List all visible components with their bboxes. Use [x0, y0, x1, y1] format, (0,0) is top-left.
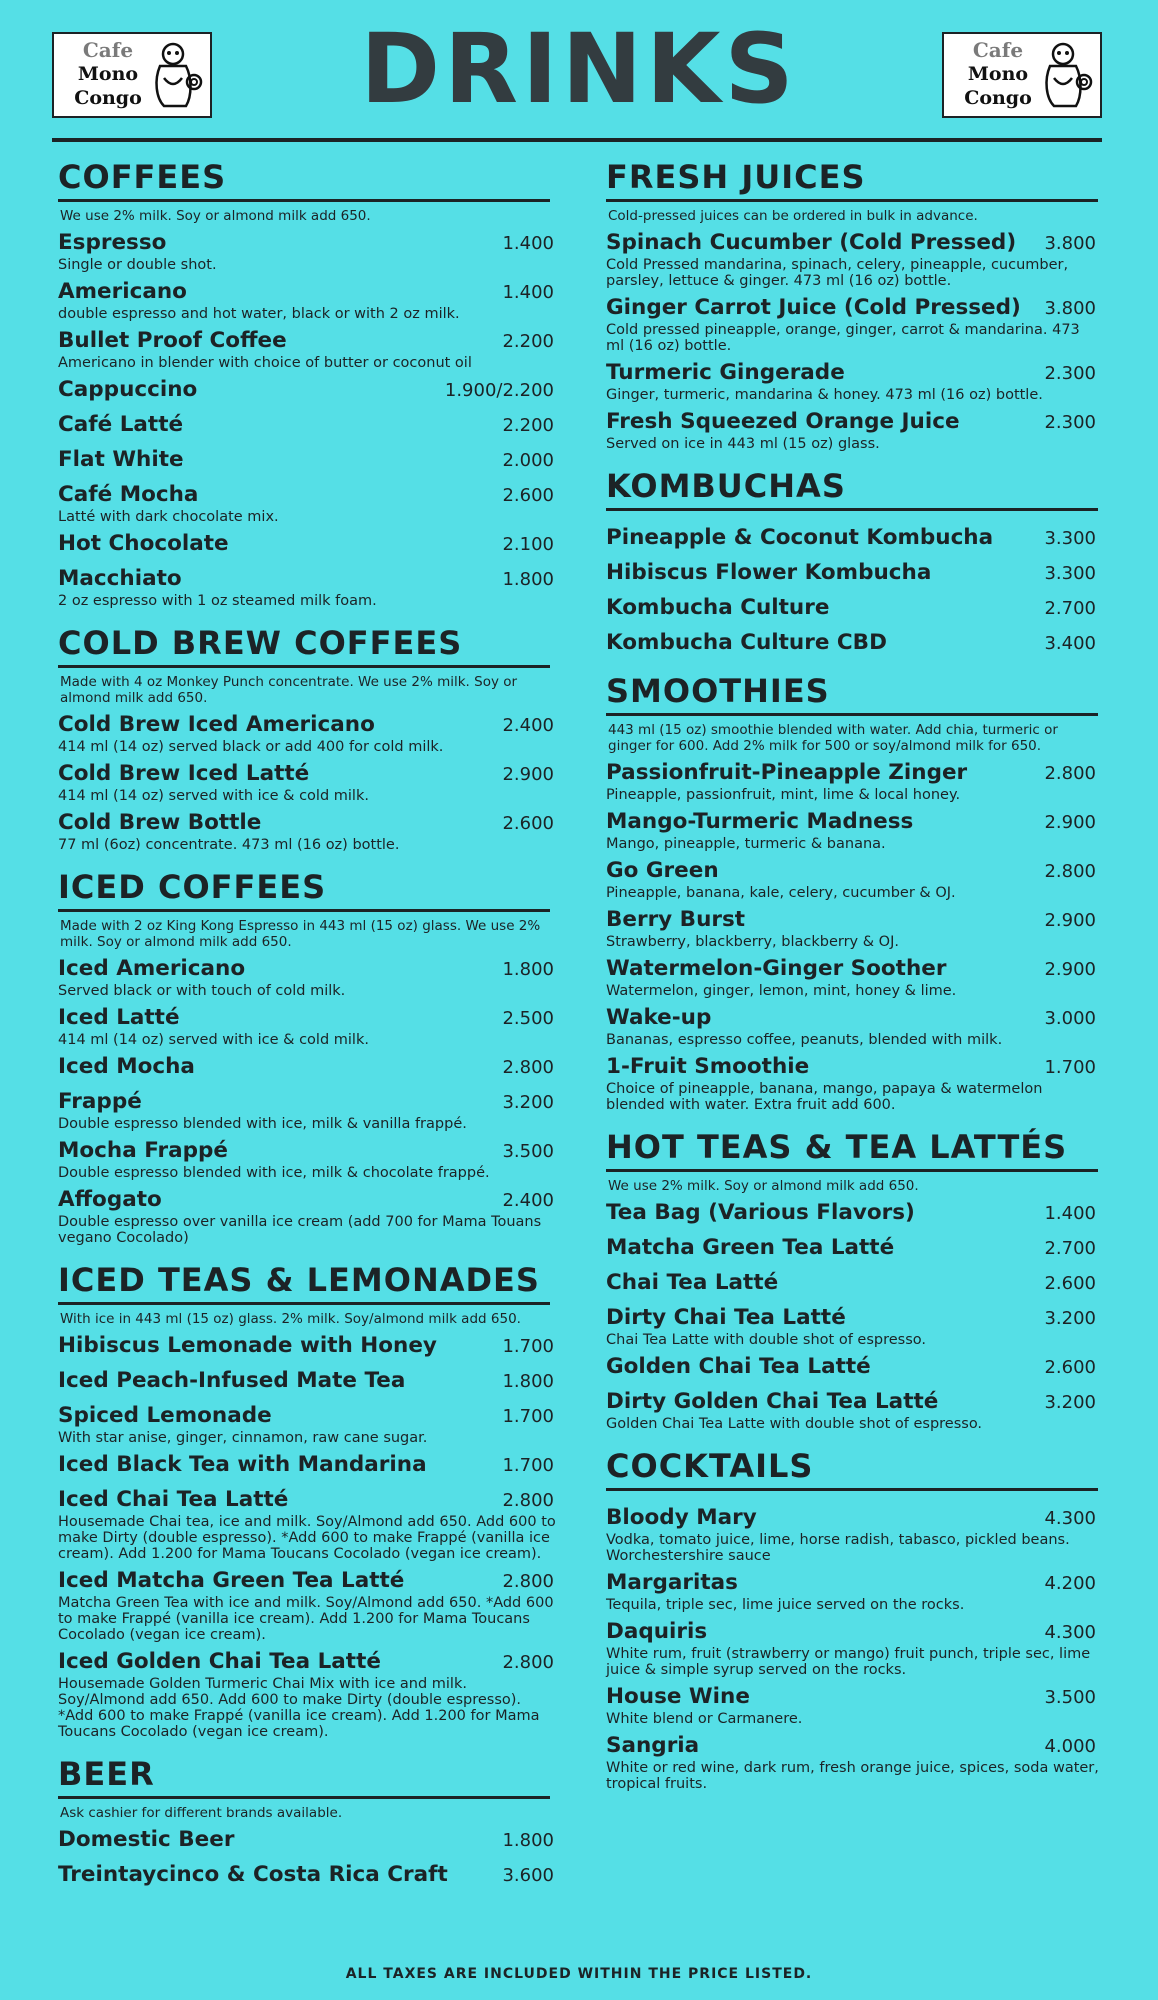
menu-item [58, 1487, 558, 1562]
menu-item [606, 1270, 1100, 1297]
menu-item [606, 1054, 1100, 1113]
section-divider [606, 1169, 1098, 1172]
item-name: Kombucha Culture [606, 595, 830, 620]
item-name: Ginger Carrot Juice (Cold Pressed) [606, 295, 1021, 320]
menu-item [58, 447, 558, 474]
item-name: Hot Chocolate [58, 531, 229, 556]
menu-item [58, 1368, 558, 1395]
item-name: Affogato [58, 1187, 162, 1212]
item-description: Pineapple, banana, kale, celery, cucumber & OJ. [606, 885, 956, 901]
item-price: 1.400 [1044, 1203, 1096, 1224]
item-price: 2.500 [502, 1008, 554, 1029]
section-divider [58, 909, 550, 912]
item-name: Matcha Green Tea Latté [606, 1235, 895, 1260]
item-price: 1.700 [502, 1406, 554, 1427]
section-beer [58, 1752, 558, 1889]
left-column [58, 155, 558, 1901]
menu-item [58, 810, 558, 853]
section-cold-brew-coffees [58, 621, 558, 853]
section-title: COCKTAILS [606, 1447, 814, 1485]
item-name: Domestic Beer [58, 1827, 235, 1852]
menu-item [58, 1054, 558, 1081]
item-description: 77 ml (6oz) concentrate. 473 ml (16 oz) bottle. [58, 837, 400, 853]
menu-item [606, 1235, 1100, 1262]
item-price: 3.300 [1044, 528, 1096, 549]
section-note: We use 2% milk. Soy or almond milk add 650. [608, 1178, 919, 1194]
menu-item [58, 482, 558, 525]
menu-item [606, 760, 1100, 803]
item-price: 3.800 [1044, 298, 1096, 319]
section-title: HOT TEAS & TEA LATTÉS [606, 1128, 1068, 1166]
item-description: 414 ml (14 oz) served with ice & cold milk. [58, 1032, 369, 1048]
menu-item [58, 1862, 558, 1889]
right-column [606, 155, 1100, 1804]
item-name: Wake-up [606, 1005, 712, 1030]
menu-item [606, 858, 1100, 901]
logo-line-2: Mono [77, 63, 139, 85]
menu-item [606, 1200, 1100, 1227]
section-note: 443 ml (15 oz) smoothie blended with water. Add chia, turmeric or ginger for 600. Add 2% milk for 500 or soy/almond milk for 650. [608, 722, 1058, 754]
page-title: DRINKS [360, 13, 798, 125]
section-title: COLD BREW COFFEES [58, 624, 463, 662]
item-name: Chai Tea Latté [606, 1270, 779, 1295]
item-description: Served on ice in 443 ml (15 oz) glass. [606, 436, 880, 452]
menu-item [58, 712, 558, 755]
menu-item [58, 566, 558, 609]
section-smoothies [606, 669, 1100, 1113]
menu-item [58, 412, 558, 439]
item-description: White rum, fruit (strawberry or mango) fruit punch, triple sec, lime juice & simple syrup served on the rocks. [606, 1646, 1091, 1678]
item-description: Americano in blender with choice of butter or coconut oil [58, 355, 472, 371]
item-price: 2.700 [1044, 1238, 1096, 1259]
item-name: Cold Brew Iced Americano [58, 712, 375, 737]
menu-item [58, 230, 558, 273]
item-name: Mango-Turmeric Madness [606, 809, 914, 834]
item-name: Go Green [606, 858, 719, 883]
menu-item [606, 1305, 1100, 1348]
logo-line-3: Congo [74, 87, 142, 109]
item-price: 2.400 [502, 1190, 554, 1211]
header-divider [52, 138, 1102, 142]
item-name: Turmeric Gingerade [606, 360, 845, 385]
item-name: Bloody Mary [606, 1505, 757, 1530]
menu-item [58, 279, 558, 322]
item-price: 2.000 [502, 450, 554, 471]
item-price: 3.000 [1044, 1008, 1096, 1029]
logo-line-2: Mono [967, 63, 1029, 85]
menu-item [58, 1333, 558, 1360]
item-name: Spinach Cucumber (Cold Pressed) [606, 230, 1017, 255]
item-name: Daquiris [606, 1619, 708, 1644]
item-description: Double espresso blended with ice, milk & vanilla frappé. [58, 1116, 467, 1132]
section-kombuchas [606, 464, 1100, 657]
section-divider [58, 1302, 550, 1305]
item-price: 2.800 [502, 1490, 554, 1511]
menu-item [606, 809, 1100, 852]
section-title: BEER [58, 1755, 155, 1793]
menu-item [58, 1187, 558, 1246]
logo-line-1: Cafe [82, 38, 134, 62]
menu-item [58, 956, 558, 999]
menu-item [606, 956, 1100, 999]
item-description: Vodka, tomato juice, lime, horse radish, tabasco, pickled beans. Worchestershire sauce [606, 1532, 1070, 1564]
item-description: Housemade Chai tea, ice and milk. Soy/Almond add 650. Add 600 to make Dirty (double espresso). *Add 600 to make Frappé (vanilla ice cream). Add 1.200 for Mama Toucans Cocolado (vegan ice cream). [58, 1514, 556, 1562]
item-name: Cold Brew Bottle [58, 810, 262, 835]
menu-item [606, 1570, 1100, 1613]
item-price: 2.600 [502, 813, 554, 834]
item-name: Hibiscus Lemonade with Honey [58, 1333, 437, 1358]
menu-item [58, 328, 558, 371]
item-price: 3.200 [1044, 1392, 1096, 1413]
logo-right [942, 32, 1102, 118]
section-title: ICED TEAS & LEMONADES [58, 1261, 540, 1299]
menu-item [58, 1827, 558, 1854]
monkey-icon [1036, 40, 1094, 112]
item-price: 2.200 [502, 331, 554, 352]
item-price: 1.700 [502, 1336, 554, 1357]
item-price: 1.700 [502, 1455, 554, 1476]
menu-item [606, 1005, 1100, 1048]
item-name: Pineapple & Coconut Kombucha [606, 525, 994, 550]
item-description: Mango, pineapple, turmeric & banana. [606, 836, 886, 852]
tax-notice: ALL TAXES ARE INCLUDED WITHIN THE PRICE LISTED. [345, 1966, 813, 1982]
logo-line-3: Congo [964, 87, 1032, 109]
item-description: Housemade Golden Turmeric Chai Mix with ice and milk. Soy/Almond add 650. Add 600 to make Dirty (double espresso). *Add 600 to make Frappé (vanilla ice cream). Add 1.200 for Mama Toucans Cocolado (vegan ice cream). [58, 1676, 540, 1740]
item-name: Treintaycinco & Costa Rica Craft [58, 1862, 448, 1887]
item-price: 2.800 [502, 1057, 554, 1078]
section-title: SMOOTHIES [606, 672, 830, 710]
item-price: 3.500 [1044, 1687, 1096, 1708]
item-description: Bananas, espresso coffee, peanuts, blended with milk. [606, 1032, 1003, 1048]
item-description: Golden Chai Tea Latte with double shot of espresso. [606, 1416, 983, 1432]
item-price: 2.600 [502, 485, 554, 506]
item-name: Fresh Squeezed Orange Juice [606, 409, 960, 434]
section-note: With ice in 443 ml (15 oz) glass. 2% milk. Soy/almond milk add 650. [60, 1311, 521, 1327]
item-description: Chai Tea Latte with double shot of espresso. [606, 1332, 926, 1348]
item-name: Café Mocha [58, 482, 199, 507]
item-name: 1-Fruit Smoothie [606, 1054, 810, 1079]
section-divider [58, 199, 550, 202]
item-price: 1.700 [1044, 1057, 1096, 1078]
menu-item [606, 409, 1100, 452]
item-price: 4.300 [1044, 1622, 1096, 1643]
menu-item [606, 1354, 1100, 1381]
section-note: Made with 2 oz King Kong Espresso in 443 ml (15 oz) glass. We use 2% milk. Soy or almond milk add 650. [60, 918, 541, 950]
item-price: 2.600 [1044, 1357, 1096, 1378]
item-name: Iced Chai Tea Latté [58, 1487, 289, 1512]
item-name: Iced Latté [58, 1005, 180, 1030]
item-price: 2.800 [502, 1571, 554, 1592]
item-description: Pineapple, passionfruit, mint, lime & local honey. [606, 787, 961, 803]
item-price: 1.400 [502, 233, 554, 254]
item-name: Frappé [58, 1089, 142, 1114]
item-price: 2.900 [1044, 959, 1096, 980]
section-fresh-juices [606, 155, 1100, 452]
item-name: Bullet Proof Coffee [58, 328, 287, 353]
item-description: 414 ml (14 oz) served black or add 400 for cold milk. [58, 739, 444, 755]
menu-item [58, 1138, 558, 1181]
item-price: 3.400 [1044, 633, 1096, 654]
menu-item [606, 1389, 1100, 1432]
section-divider [606, 508, 1098, 511]
item-price: 3.200 [1044, 1308, 1096, 1329]
menu-item [58, 1568, 558, 1643]
item-name: Iced Mocha [58, 1054, 195, 1079]
item-name: Passionfruit-Pineapple Zinger [606, 760, 968, 785]
item-name: Spiced Lemonade [58, 1403, 272, 1428]
item-name: Flat White [58, 447, 184, 472]
item-price: 2.100 [502, 534, 554, 555]
item-name: Dirty Golden Chai Tea Latté [606, 1389, 939, 1414]
item-description: double espresso and hot water, black or with 2 oz milk. [58, 306, 460, 322]
item-description: White or red wine, dark rum, fresh orange juice, spices, soda water, tropical fruits. [606, 1760, 1099, 1792]
item-price: 3.600 [502, 1865, 554, 1886]
menu-item [58, 1403, 558, 1446]
menu-item [58, 1005, 558, 1048]
item-name: Hibiscus Flower Kombucha [606, 560, 932, 585]
item-price: 3.200 [502, 1092, 554, 1113]
item-name: Iced Black Tea with Mandarina [58, 1452, 427, 1477]
item-name: Iced Golden Chai Tea Latté [58, 1649, 381, 1674]
item-price: 2.600 [1044, 1273, 1096, 1294]
item-name: Watermelon-Ginger Soother [606, 956, 947, 981]
menu-item [606, 595, 1100, 622]
item-price: 1.800 [502, 959, 554, 980]
item-name: Berry Burst [606, 907, 746, 932]
section-note: Cold-pressed juices can be ordered in bulk in advance. [608, 208, 978, 224]
item-price: 3.300 [1044, 563, 1096, 584]
item-price: 2.700 [1044, 598, 1096, 619]
item-price: 2.900 [1044, 910, 1096, 931]
item-description: Served black or with touch of cold milk. [58, 983, 346, 999]
item-price: 2.400 [502, 715, 554, 736]
section-title: KOMBUCHAS [606, 467, 846, 505]
menu-item [606, 525, 1100, 552]
item-name: Kombucha Culture CBD [606, 630, 887, 655]
item-description: Double espresso over vanilla ice cream (add 700 for Mama Touans vegano Cocolado) [58, 1214, 542, 1246]
item-name: Tea Bag (Various Flavors) [606, 1200, 915, 1225]
item-price: 3.500 [502, 1141, 554, 1162]
section-title: ICED COFFEES [58, 868, 327, 906]
item-description: Choice of pineapple, banana, mango, papaya & watermelon blended with water. Extra fruit add 600. [606, 1081, 1043, 1113]
section-iced-teas-lemonades [58, 1258, 558, 1740]
item-price: 1.800 [502, 1830, 554, 1851]
section-divider [58, 1796, 550, 1799]
item-description: Cold pressed pineapple, orange, ginger, carrot & mandarina. 473 ml (16 oz) bottle. [606, 322, 1080, 354]
item-price: 2.900 [502, 764, 554, 785]
item-name: Espresso [58, 230, 167, 255]
section-divider [58, 665, 550, 668]
item-name: House Wine [606, 1684, 750, 1709]
item-name: Mocha Frappé [58, 1138, 228, 1163]
menu-item [58, 1649, 558, 1740]
item-name: Café Latté [58, 412, 184, 437]
item-description: 414 ml (14 oz) served with ice & cold milk. [58, 788, 369, 804]
item-description: With star anise, ginger, cinnamon, raw cane sugar. [58, 1430, 428, 1446]
menu-item [58, 531, 558, 558]
item-price: 1.800 [502, 1371, 554, 1392]
item-description: Matcha Green Tea with ice and milk. Soy/Almond add 650. *Add 600 to make Frappé (vanilla ice cream). Add 1.200 for Mama Toucans Cocolado (vegan ice cream). [58, 1595, 554, 1643]
item-price: 2.900 [1044, 812, 1096, 833]
item-price: 4.300 [1044, 1508, 1096, 1529]
menu-item [606, 230, 1100, 289]
section-note: Ask cashier for different brands available. [60, 1805, 343, 1821]
item-name: Sangria [606, 1733, 700, 1758]
item-name: Golden Chai Tea Latté [606, 1354, 871, 1379]
section-note: Made with 4 oz Monkey Punch concentrate. We use 2% milk. Soy or almond milk add 650. [60, 674, 518, 706]
menu-item [606, 907, 1100, 950]
section-hot-teas-tea-latt-s [606, 1125, 1100, 1432]
section-divider [606, 199, 1098, 202]
menu-item [606, 1684, 1100, 1727]
item-price: 1.400 [502, 282, 554, 303]
item-description: White blend or Carmanere. [606, 1711, 803, 1727]
item-name: Cold Brew Iced Latté [58, 761, 310, 786]
menu-item [58, 377, 558, 404]
item-description: Latté with dark chocolate mix. [58, 509, 279, 525]
item-price: 2.300 [1044, 412, 1096, 433]
item-price: 2.800 [1044, 861, 1096, 882]
logo-line-1: Cafe [972, 38, 1024, 62]
section-divider [606, 713, 1098, 716]
item-description: 2 oz espresso with 1 oz steamed milk foam. [58, 593, 377, 609]
item-price: 4.000 [1044, 1736, 1096, 1757]
section-note: We use 2% milk. Soy or almond milk add 650. [60, 208, 371, 224]
item-name: Cappuccino [58, 377, 198, 402]
item-description: Tequila, triple sec, lime juice served on the rocks. [606, 1597, 965, 1613]
item-description: Single or double shot. [58, 257, 217, 273]
section-divider [606, 1488, 1098, 1491]
item-name: Dirty Chai Tea Latté [606, 1305, 846, 1330]
item-description: Watermelon, ginger, lemon, mint, honey & lime. [606, 983, 957, 999]
section-coffees [58, 155, 558, 609]
section-cocktails [606, 1444, 1100, 1792]
item-price: 2.300 [1044, 363, 1096, 384]
menu-item [58, 1089, 558, 1132]
item-description: Strawberry, blackberry, blackberry & OJ. [606, 934, 899, 950]
section-title: COFFEES [58, 158, 227, 196]
item-price: 2.200 [502, 415, 554, 436]
section-iced-coffees [58, 865, 558, 1246]
item-price: 1.900/2.200 [444, 380, 554, 401]
item-price: 1.800 [502, 569, 554, 590]
section-title: FRESH JUICES [606, 158, 866, 196]
item-price: 3.800 [1044, 233, 1096, 254]
item-name: Macchiato [58, 566, 182, 591]
item-description: Double espresso blended with ice, milk & chocolate frappé. [58, 1165, 490, 1181]
item-price: 2.800 [502, 1652, 554, 1673]
item-name: Iced Americano [58, 956, 246, 981]
menu-item [606, 295, 1100, 354]
menu-item [606, 1505, 1100, 1564]
menu-item [606, 360, 1100, 403]
item-description: Cold Pressed mandarina, spinach, celery, pineapple, cucumber, parsley, lettuce & ginger. 473 ml (16 oz) bottle. [606, 257, 1069, 289]
menu-item [58, 761, 558, 804]
item-description: Ginger, turmeric, mandarina & honey. 473 ml (16 oz) bottle. [606, 387, 1043, 403]
menu-item [58, 1452, 558, 1479]
menu-item [606, 1619, 1100, 1678]
item-name: Margaritas [606, 1570, 738, 1595]
item-name: Americano [58, 279, 187, 304]
item-price: 2.800 [1044, 763, 1096, 784]
menu-item [606, 560, 1100, 587]
menu-item [606, 1733, 1100, 1792]
menu-item [606, 630, 1100, 657]
item-name: Iced Peach-Infused Mate Tea [58, 1368, 406, 1393]
item-price: 4.200 [1044, 1573, 1096, 1594]
item-name: Iced Matcha Green Tea Latté [58, 1568, 405, 1593]
